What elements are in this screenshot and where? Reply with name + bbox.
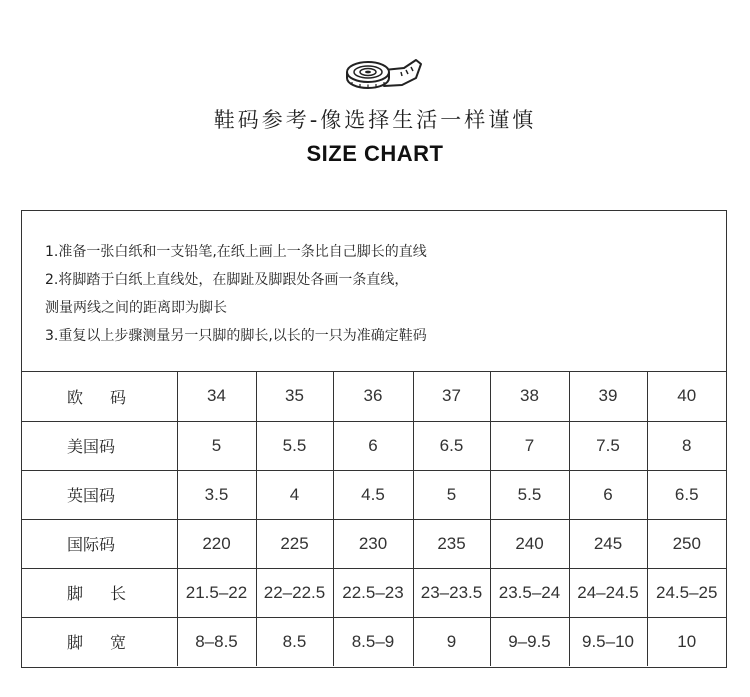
table-cell: 35 — [256, 372, 333, 421]
table-cell: 8 — [647, 421, 726, 470]
table-cell: 230 — [333, 519, 413, 568]
table-cell: 36 — [333, 372, 413, 421]
size-row-foot-width — [22, 617, 726, 666]
table-cell: 5 — [177, 421, 256, 470]
table-cell: 37 — [413, 372, 490, 421]
table-cell: 5 — [413, 470, 490, 519]
instruction-line: 1.准备一张白纸和一支铅笔,在纸上画上一条比自己脚长的直线 — [45, 244, 427, 260]
table-cell: 24–24.5 — [569, 568, 647, 617]
table-cell: 38 — [490, 372, 569, 421]
table-cell: 4.5 — [333, 470, 413, 519]
table-cell: 6 — [333, 421, 413, 470]
instruction-line: 3.重复以上步骤测量另一只脚的脚长,以长的一只为准确定鞋码 — [45, 328, 427, 344]
size-row-us — [22, 421, 726, 470]
row-label-foot-width: 脚宽 — [22, 617, 177, 666]
table-cell: 22–22.5 — [256, 568, 333, 617]
size-row-uk — [22, 470, 726, 519]
table-cell: 245 — [569, 519, 647, 568]
table-cell: 220 — [177, 519, 256, 568]
table-cell: 5.5 — [256, 421, 333, 470]
size-row-foot-length — [22, 568, 726, 617]
table-cell: 3.5 — [177, 470, 256, 519]
table-cell: 235 — [413, 519, 490, 568]
table-cell: 9–9.5 — [490, 617, 569, 666]
table-cell: 9 — [413, 617, 490, 666]
table-cell: 23–23.5 — [413, 568, 490, 617]
size-row-eu — [22, 372, 726, 421]
table-cell: 6 — [569, 470, 647, 519]
instruction-line: 测量两线之间的距离即为脚长 — [45, 300, 227, 316]
table-cell: 250 — [647, 519, 726, 568]
row-label-foot-length: 脚长 — [22, 568, 177, 617]
table-cell: 4 — [256, 470, 333, 519]
row-label-us: 美国码 — [22, 421, 177, 470]
table-cell: 8.5 — [256, 617, 333, 666]
table-cell: 240 — [490, 519, 569, 568]
row-label-intl: 国际码 — [22, 519, 177, 568]
table-cell: 22.5–23 — [333, 568, 413, 617]
table-cell: 225 — [256, 519, 333, 568]
table-cell: 8–8.5 — [177, 617, 256, 666]
table-cell: 5.5 — [490, 470, 569, 519]
table-cell: 6.5 — [413, 421, 490, 470]
table-cell: 8.5–9 — [333, 617, 413, 666]
tape-measure-icon — [344, 56, 424, 92]
table-cell: 23.5–24 — [490, 568, 569, 617]
table-cell: 39 — [569, 372, 647, 421]
measurement-instructions — [22, 211, 726, 372]
table-cell: 7 — [490, 421, 569, 470]
row-label-uk: 英国码 — [22, 470, 177, 519]
table-cell: 7.5 — [569, 421, 647, 470]
page-title: 鞋码参考-像选择生活一样谨慎 — [213, 108, 537, 132]
size-chart — [21, 210, 727, 668]
size-table — [22, 372, 726, 666]
table-cell: 21.5–22 — [177, 568, 256, 617]
table-cell: 6.5 — [647, 470, 726, 519]
row-label-eu: 欧码 — [22, 372, 177, 421]
table-cell: 24.5–25 — [647, 568, 726, 617]
table-cell: 40 — [647, 372, 726, 421]
table-cell: 9.5–10 — [569, 617, 647, 666]
page-subtitle: SIZE CHART — [306, 141, 444, 166]
table-cell: 34 — [177, 372, 256, 421]
size-row-intl — [22, 519, 726, 568]
table-cell: 10 — [677, 631, 697, 651]
instruction-line: 2.将脚踏于白纸上直线处，在脚趾及脚跟处各画一条直线， — [45, 272, 409, 288]
